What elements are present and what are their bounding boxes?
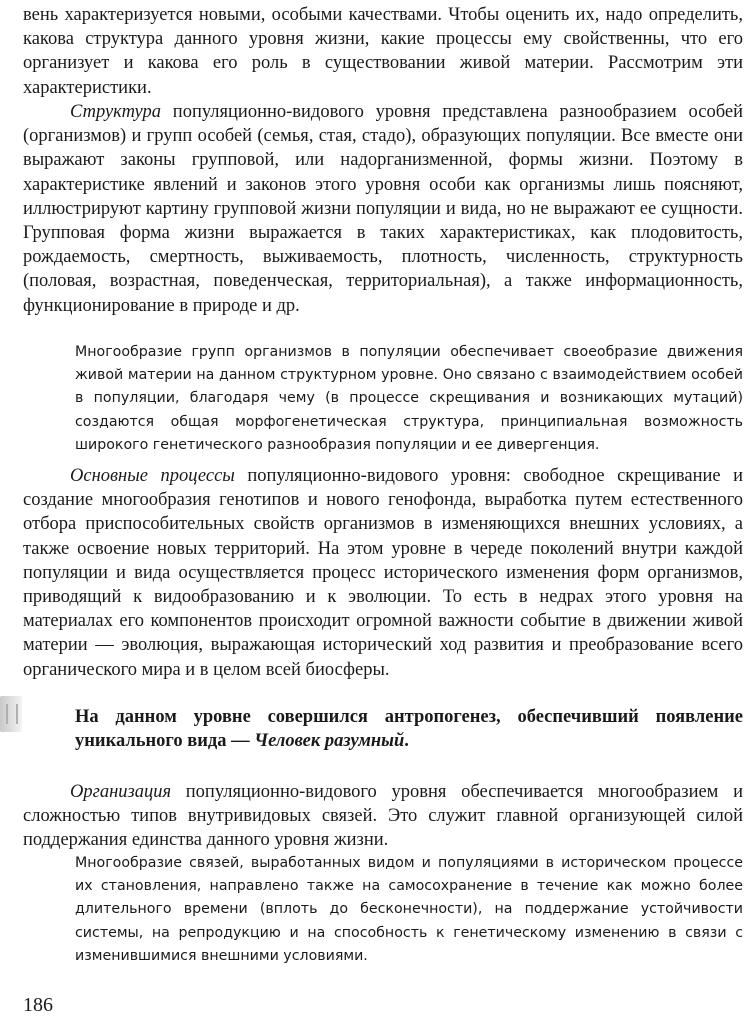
paragraph-organization-text: популяционно-видового уровня обеспечивается многообразием и сложностью типов внутривидовых связей. Это служит главной организующей силой поддержания единства данного уровня жизни. — [23, 782, 743, 851]
term-organization: Организация — [70, 782, 172, 802]
highlight-anthropogenesis — [75, 705, 743, 753]
note-diversity-groups: Многообразие групп организмов в популяции обеспечивает своеобразие движения живой материи на данном структурном уровне. Оно связано с взаимодействием особей в популяции, благодаря чему (в процессе скрещивания и возникающих мутаций) создаются общая морфогенетическая структура, принципиальная возможность широкого генетического разнообразия популяции и ее дивергенция. — [75, 344, 743, 453]
paragraph-structure — [23, 100, 743, 318]
paragraph-intro: вень характеризуется новыми, особыми качествами. Чтобы оценить их, надо определить, какова структура данного уровня жизни, какие процессы ему свойственны, что его организует и какова его роль в существовании живой материи. Рассмотрим эти характеристики. — [23, 5, 743, 98]
term-structure: Структура — [70, 102, 161, 122]
highlight-end: . — [404, 731, 409, 752]
paragraph-processes-text: популяционно-видового уровня: свободное скрещивание и создание многообразия генотипов и нового генофонда, выработка путем естественного отбора приспособительных свойств организмов в изменяющихся внешних условиях, а также освоение новых территорий. На этом уровне в череде поколений внутри каждой популяции и вида осуществляется процесс исторического изменения форм организмов, приводящий к видообразованию и к эволюции. То есть в недрах этого уровня на материалах его компонентов происходит огромной важности событие в движении живой материи — эволюция, выражающая исторический ход развития и преобразование всего органического мира и в целом всей биосферы. — [23, 466, 743, 680]
note-diversity-links: Многообразие связей, выработанных видом и популяциями в историческом процессе их становления, направлено также на самосохранение в течение как можно более длительного времени (вплоть до бесконечности), на поддержание устойчивости системы, на репродукцию и на способность к генетическому изменению в связи с изменившимися внешними условиями. — [75, 855, 743, 964]
term-processes: Основные процессы — [70, 466, 235, 486]
page-number: 186 — [23, 994, 53, 1016]
paragraph-structure-text: популяционно-видового уровня представлена разнообразием особей (организмов) и групп особей (семья, стая, стадо), образующих популяции. Все вместе они выражают законы групповой, или надорганизменной, формы жизни. Поэтому в характеристике явлений и законов этого уровня особи как организмы лишь поясняют, иллюстрируют картину групповой жизни популяции и вида, но не выражают ее сущности. Групповая форма жизни выражается в таких характеристиках, как плодовитость, рождаемость, смертность, выживаемость, плотность, численность, структурность (половая, возрастная, поведенческая, территориальная), а также информационность, функционирование в природе и др. — [23, 102, 743, 316]
highlight-text: На данном уровне совершился антропогенез, обеспечивший появление уникального вида — — [75, 707, 743, 752]
paragraph-organization — [23, 780, 743, 853]
paragraph-processes — [23, 464, 743, 682]
margin-marker-icon — [0, 696, 22, 732]
highlight-term: Человек разумный — [254, 731, 405, 752]
